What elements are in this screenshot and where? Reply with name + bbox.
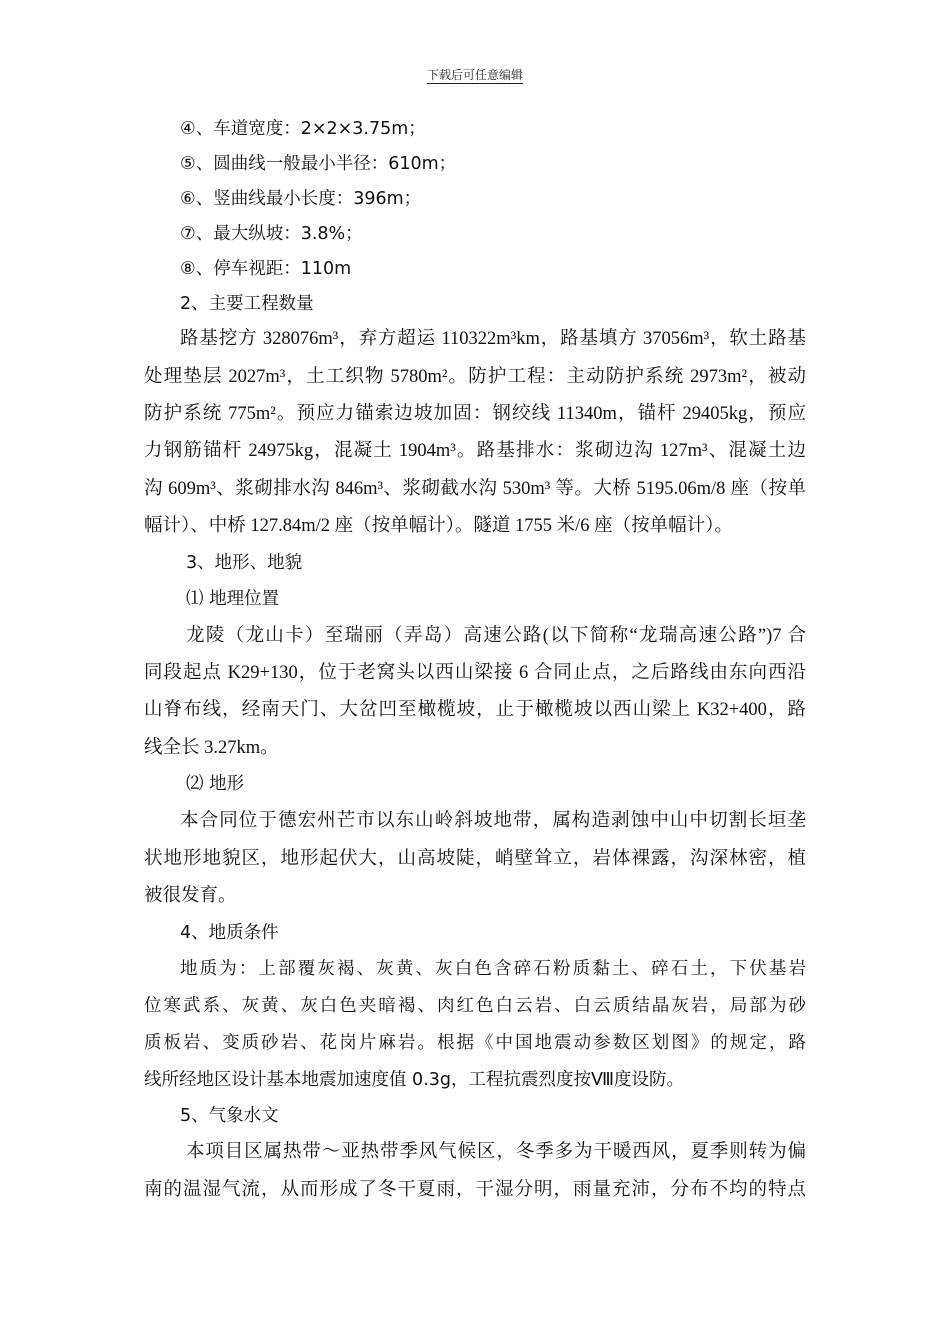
text-line: 力钢筋锚杆 24975kg，混凝土 1904m³。路基排水：浆砌边沟 127m³、混凝土边 <box>144 441 806 461</box>
text-line: 南的温湿气流，从而形成了冬干夏雨，干湿分明，雨量充沛，分布不均的特点 <box>144 1180 806 1200</box>
text-line: 龙陵（龙山卡）至瑞丽（弄岛）高速公路(以下简称“龙瑞高速公路”)7 合 <box>186 626 806 646</box>
text-line: 线全长 3.27km。 <box>144 738 279 758</box>
text-line: 状地形地貌区，地形起伏大，山高坡陡，峭壁耸立，岩体裸露，沟深林密，植 <box>144 849 806 869</box>
text-line: ⑦、最大纵坡：3.8%； <box>180 224 363 244</box>
text-line: ⑥、竖曲线最小长度：396m； <box>180 189 422 209</box>
text-line: 本合同位于德宏州芒市以东山岭斜坡地带，属构造剥蚀中山中切割长垣垄 <box>180 811 806 831</box>
text-line: 位寒武系、灰黄、灰白色夹暗褐、肉红色白云岩、白云质结晶灰岩，局部为砂 <box>144 996 806 1016</box>
text-line: 幅计）、中桥 127.84m/2 座（按单幅计）。隧道 1755 米/6 座（按单幅计）。 <box>144 516 733 536</box>
text-line: 2、主要工程数量 <box>180 294 314 314</box>
text-line: 本项目区属热带～亚热带季风气候区，冬季多为干暖西风，夏季则转为偏 <box>186 1142 806 1162</box>
text-line: ⑧、停车视距：110m <box>180 259 352 279</box>
text-line: 路基挖方 328076m³，弃方超运 110322m³km，路基填方 37056m³，软土路基 <box>180 329 806 349</box>
text-line: 线所经地区设计基本地震加速度值 0.3g，工程抗震烈度按Ⅷ度设防。 <box>144 1070 685 1090</box>
text-line: 5、气象水文 <box>180 1106 279 1126</box>
text-line: ⑵ 地形 <box>186 774 245 794</box>
text-line: 被很发育。 <box>144 886 237 906</box>
text-line: 山脊布线，经南天门、大岔凹至橄榄坡，止于橄榄坡以西山梁上 K32+400，路 <box>144 700 806 720</box>
page-header <box>0 66 950 83</box>
text-line: ⑤、圆曲线一般最小半径：610m； <box>180 154 457 174</box>
text-line: 4、地质条件 <box>180 923 279 943</box>
text-line: 地质为：上部覆灰褐、灰黄、灰白色含碎石粉质黏土、碎石土，下伏基岩 <box>180 959 806 979</box>
text-line: 同段起点 K29+130，位于老窝头以西山梁接 6 合同止点，之后路线由东向西沿 <box>144 663 806 683</box>
header-text: 下载后可任意编辑 <box>426 68 523 82</box>
text-line: 沟 609m³、浆砌排水沟 846m³、浆砌截水沟 530m³ 等。大桥 5195.06m/8 座（按单 <box>144 479 806 499</box>
text-line: ⑴ 地理位置 <box>186 589 280 609</box>
text-line: 防护系统 775m²。预应力锚索边坡加固：钢绞线 11340m，锚杆 29405kg，预应 <box>144 404 806 424</box>
text-line: 3、地形、地貌 <box>186 553 303 573</box>
text-line: 质板岩、变质砂岩、花岗片麻岩。根据《中国地震动参数区划图》的规定，路 <box>144 1033 806 1053</box>
text-line: ④、车道宽度：2×2×3.75m； <box>180 119 426 139</box>
text-line: 处理垫层 2027m³，土工织物 5780m²。防护工程：主动防护系统 2973m²，被动 <box>144 367 806 387</box>
